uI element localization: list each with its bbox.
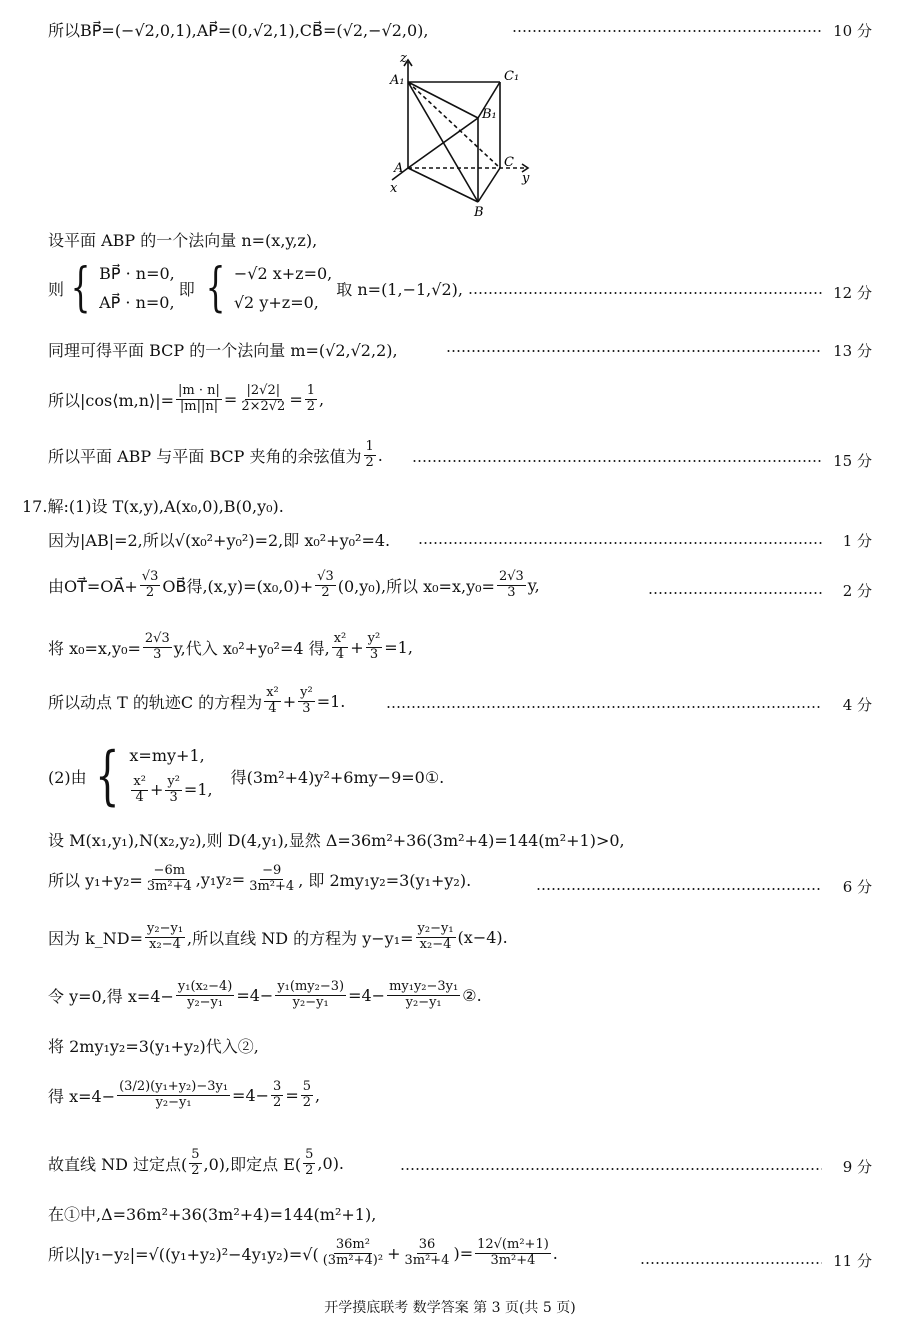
line-text: 17.解:(1)设 T(x,y),A(x₀,0),B(0,y₀). [22, 497, 284, 516]
line-text: 所以|y₁−y₂|=√((y₁+y₂)²−4y₁y₂)=√( [48, 1244, 319, 1264]
line-text: =4− [232, 1085, 270, 1105]
fraction [416, 922, 456, 953]
denominator: 2 [365, 454, 374, 470]
numerator: 3 [273, 1079, 282, 1094]
numerator: 1 [365, 439, 374, 454]
line-text: 得(3m²+4)y²+6my−9=0①. [230, 767, 445, 787]
score-label: 11 分 [833, 1252, 872, 1270]
denominator: 3 [507, 584, 516, 600]
denominator: y₂−y₁ [155, 1094, 192, 1110]
system-row: √2 y+z=0, [233, 293, 319, 312]
line-fixed-point [48, 1148, 344, 1179]
fraction [117, 1080, 230, 1111]
leader-dots [446, 350, 822, 352]
numerator: |m · n| [178, 383, 220, 398]
leader-dots [640, 1262, 822, 1264]
numerator: (3/2)(y₁+y₂)−3y₁ [119, 1079, 229, 1094]
system-3 [87, 739, 213, 813]
line-ab-length [48, 528, 390, 551]
denominator: 2 [145, 584, 155, 600]
line-text: 设平面 ABP 的一个法向量 n=(x,y,z), [48, 231, 318, 250]
numerator: 5 [302, 1079, 312, 1094]
line-delta-2 [48, 1202, 376, 1225]
line-cos: 所以|cos⟨m,n⟩|= $\frac{|m \cdot n|}{|m||n|}$ = $\frac{|2√2|}{2\times 2√2}$ = $\frac{1}{2}$ , [48, 383, 325, 414]
line-text: =4− [236, 985, 274, 1005]
system-row: −√2 x+z=0, [233, 264, 333, 283]
line-delta [48, 828, 625, 851]
leader-dots [400, 1168, 822, 1170]
denominator: x₂−4 [419, 936, 452, 952]
denominator: 3m²+4 [146, 878, 192, 894]
numerator: my₁y₂−3y₁ [389, 979, 459, 994]
diag-a1c [408, 82, 500, 168]
score-label: 15 分 [833, 452, 872, 470]
line-q17-head [22, 494, 284, 517]
numerator: x² [133, 774, 146, 790]
fraction [271, 1080, 283, 1111]
numerator: 36m² [335, 1237, 370, 1252]
denominator: 4 [268, 700, 277, 716]
line-text: )= [453, 1243, 474, 1263]
system-row [129, 775, 212, 806]
line-text: (2)由 [48, 767, 87, 787]
system-2 [199, 258, 333, 318]
line-text: y, [527, 575, 540, 595]
line-normal-m [48, 338, 398, 361]
line-text: , 即 2my₁y₂=3(y₁+y₂). [298, 870, 472, 890]
line-text: 所以动点 T 的轨迹C 的方程为 [48, 692, 263, 712]
fraction [140, 570, 161, 601]
denominator: 2 [305, 1162, 314, 1178]
leader-dots [648, 592, 822, 594]
line-text: =1. [316, 691, 346, 711]
denominator: y₂−y₁ [292, 994, 329, 1010]
line-angle-cos [48, 440, 383, 471]
leader-dots [418, 542, 822, 544]
denominator: 3 [153, 646, 162, 662]
fraction [131, 775, 148, 806]
score-label: 4 分 [842, 696, 872, 714]
denominator: y₂−y₁ [405, 994, 442, 1010]
line-text: ,y₁y₂= [195, 869, 246, 889]
label-x: x [390, 181, 398, 196]
denominator: 2×2√2 [241, 398, 286, 414]
score-label: 13 分 [833, 342, 872, 360]
label-y: y [522, 171, 530, 186]
numerator: √3 [141, 569, 159, 584]
label-c1: C₁ [504, 69, 520, 84]
line-trajectory [48, 686, 345, 717]
numerator: −6m [153, 863, 186, 878]
fraction [275, 980, 346, 1011]
fraction [247, 864, 296, 895]
fraction [301, 1080, 313, 1111]
system-1 [64, 258, 175, 318]
numerator: y₁(my₂−3) [277, 979, 345, 994]
label-b: B [474, 205, 484, 220]
line-text: 所以BP⃗=(−√2,0,1),AP⃗=(0,√2,1),CB⃗=(√2,−√2,0), [48, 21, 429, 40]
label-a: A [394, 161, 404, 176]
numerator: y² [300, 685, 313, 700]
system-row: AP⃗ · n=0, [99, 293, 175, 312]
denominator: 3m²+4 [249, 878, 295, 894]
line-text: 同理可得平面 BCP 的一个法向量 m=(√2,√2,2), [48, 341, 398, 360]
fraction [145, 922, 185, 953]
denominator: 2 [191, 1162, 200, 1178]
leader-dots [386, 706, 822, 708]
numerator: y² [367, 631, 381, 646]
line-text: 因为|AB|=2,所以√(x₀²+y₀²)=2,即 x₀²+y₀²=4. [48, 531, 391, 550]
label-z: z [400, 51, 407, 66]
fraction [475, 1238, 551, 1269]
numerator: −9 [262, 863, 282, 878]
line-text: =1, [183, 780, 213, 799]
fraction [298, 686, 315, 717]
denominator: 4 [335, 646, 345, 662]
page-footer: 开学摸底联考 数学答案 第 3 页(共 5 页) [324, 1300, 576, 1316]
fraction [264, 686, 281, 717]
brace: { [205, 258, 226, 318]
numerator: x² [266, 685, 279, 700]
line-text: ,0),即定点 E( [203, 1154, 302, 1174]
line-text: 则 [48, 279, 65, 299]
line-substitute [48, 632, 413, 663]
fraction [145, 864, 194, 895]
line-text: 在①中,Δ=36m²+36(3m²+4)=144(m²+1), [48, 1205, 377, 1224]
fraction [364, 440, 376, 471]
line-text: 将 x₀=x,y₀= [48, 638, 141, 658]
numerator: |2√2| [246, 383, 281, 398]
line-x-intercept [48, 980, 482, 1011]
line-x-value [48, 1080, 320, 1111]
fraction [366, 632, 383, 663]
denominator: (3m²+4)² [322, 1252, 384, 1268]
line-text: , [319, 389, 325, 409]
numerator: y² [167, 774, 180, 790]
numerator: 12√(m²+1) [477, 1237, 549, 1252]
line-text: =1, [384, 637, 413, 657]
edge-bc [478, 168, 500, 202]
brace: { [70, 258, 91, 318]
denominator: 2 [306, 398, 315, 414]
fraction [165, 775, 182, 806]
line-text: OB⃗得,(x,y)=(x₀,0)+ [162, 576, 314, 596]
line-vectors [48, 18, 429, 41]
line-text: + [350, 637, 364, 657]
fraction [176, 980, 234, 1011]
leader-dots [468, 292, 822, 294]
denominator: 3m²+4 [404, 1252, 450, 1268]
system-row: x=my+1, [129, 746, 205, 766]
line-text: 所以平面 ABP 与平面 BCP 夹角的余弦值为 [48, 446, 362, 466]
fraction [189, 1148, 201, 1179]
label-c: C [504, 155, 514, 170]
denominator: 2 [273, 1094, 282, 1110]
line-text: ,所以直线 ND 的方程为 y−y₁= [187, 928, 414, 948]
score-label: 12 分 [833, 284, 872, 302]
denominator: 2 [302, 1094, 312, 1110]
score-label: 6 分 [842, 878, 872, 896]
line-text: y,代入 x₀²+y₀²=4 得, [173, 638, 330, 658]
leader-dots [512, 30, 822, 32]
numerator: y₂−y₁ [147, 921, 184, 936]
line-kND [48, 922, 508, 953]
score-label: 9 分 [842, 1158, 872, 1176]
line-normal-n [48, 228, 317, 251]
fraction [321, 1238, 385, 1269]
leader-dots [412, 460, 822, 462]
fraction [332, 632, 349, 663]
score-label: 2 分 [842, 582, 872, 600]
line-text: + [149, 780, 164, 799]
line-vieta [48, 864, 471, 895]
line-text: 令 y=0,得 x=4− [48, 986, 174, 1006]
numerator: 2√3 [144, 631, 170, 646]
score-label: 1 分 [842, 532, 872, 550]
numerator: 5 [191, 1147, 200, 1162]
line-text: ,0). [317, 1153, 345, 1173]
line-text: + [282, 691, 297, 711]
fraction [305, 384, 317, 415]
line-substitute-2 [48, 1034, 259, 1057]
system-row: BP⃗ · n=0, [99, 264, 175, 283]
line-text: =4− [348, 985, 386, 1005]
denominator: 2 [321, 584, 330, 600]
denominator: x₂−4 [149, 936, 181, 952]
fraction [387, 980, 460, 1011]
fraction [402, 1238, 451, 1269]
line-text: 所以 y₁+y₂= [48, 870, 143, 890]
line-text: . [377, 445, 383, 465]
denominator: 3 [302, 700, 311, 716]
label-a1: A₁ [390, 73, 405, 88]
line-text: 设 M(x₁,y₁),N(x₂,y₂),则 D(4,y₁),显然 Δ=36m²+36(3m²+4)=144(m²+1)>0, [48, 831, 625, 850]
line-text: , [315, 1085, 321, 1105]
fraction [497, 570, 526, 601]
line-text: . [552, 1243, 558, 1263]
denominator: y₂−y₁ [187, 994, 224, 1010]
denominator: 4 [135, 790, 144, 805]
line-text: 得 x=4− [48, 1086, 116, 1106]
line-vector-ot [48, 570, 540, 601]
leader-dots [536, 888, 822, 890]
numerator: y₂−y₁ [417, 921, 454, 936]
brace: { [94, 739, 120, 813]
line-text: 因为 k_ND= [48, 928, 144, 948]
denominator: 3 [369, 646, 379, 662]
line-text: 所以|cos⟨m,n⟩|= [48, 390, 175, 410]
numerator: 36 [418, 1237, 436, 1252]
numerator: 2√3 [498, 569, 524, 584]
numerator: y₁(x₂−4) [177, 979, 233, 994]
line-text: (x−4). [457, 927, 508, 947]
denominator: 3m²+4 [490, 1252, 536, 1268]
line-part2-system [48, 739, 445, 813]
line-text: 将 2my₁y₂=3(y₁+y₂)代入②, [48, 1037, 259, 1056]
numerator: √3 [317, 569, 334, 584]
line-text: 取 n=(1,−1,√2), [336, 279, 463, 299]
fraction [315, 570, 336, 601]
prism-figure [380, 50, 540, 220]
line-text: + [387, 1243, 401, 1263]
denominator: 3 [169, 790, 178, 805]
denominator: |m||n| [179, 398, 219, 414]
line-text: 即 [178, 279, 195, 299]
label-b1: B₁ [482, 107, 497, 122]
numerator: x² [333, 631, 347, 646]
line-text: ②. [462, 985, 482, 1005]
line-system [48, 258, 463, 318]
numerator: 5 [305, 1147, 314, 1162]
line-text: 由OT⃗=OA⃗+ [48, 576, 138, 596]
fraction [143, 632, 172, 663]
line-y-diff [48, 1238, 558, 1269]
fraction [239, 384, 287, 415]
fraction [176, 384, 222, 415]
score-label: 10 分 [833, 22, 872, 40]
line-text: 故直线 ND 过定点( [48, 1154, 188, 1174]
line-text: = [285, 1085, 299, 1105]
fraction [303, 1148, 315, 1179]
line-text: (0,y₀),所以 x₀=x,y₀= [337, 576, 495, 596]
numerator: 1 [306, 383, 315, 398]
